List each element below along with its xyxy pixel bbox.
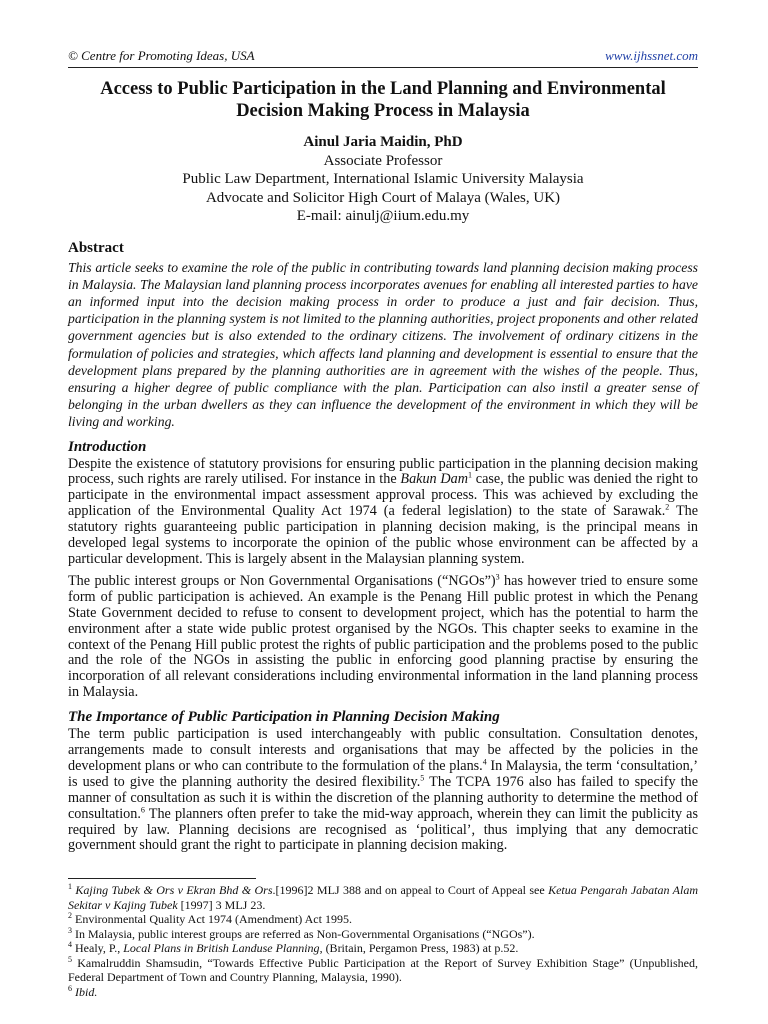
footnote-2-text: Environmental Quality Act 1974 (Amendment) Act 1995.	[72, 912, 352, 927]
footnote-6-number: 6	[68, 983, 72, 993]
paper-title: Access to Public Participation in the Land Planning and Environmental Decision Making Process in Malaysia	[100, 79, 666, 121]
intro-paragraph-2	[68, 574, 698, 701]
author-department: Public Law Department, International Islamic University Malaysia	[182, 171, 584, 187]
footnote-4-number: 4	[68, 940, 72, 950]
footnote-5	[68, 956, 698, 985]
running-header	[68, 0, 698, 64]
intro-p1-text-b: case, the public was denied the right to participate in the environmental impact assessment approval process. This was achieved by excluding the application of the Environmental Quality Act 1974 (a federal legislation) to the state of Sarawak.	[68, 471, 698, 520]
footnote-ref-1: 1	[468, 470, 473, 480]
publisher-label: © Centre for Promoting Ideas, USA	[68, 48, 255, 63]
importance-text-a: The term public participation is used interchangeably with public consultation. Consultation denotes, arrangements made to consult interests and organisations that may be affected by the policies in the development plans or who can contribute to the formulation of the plans.	[68, 726, 698, 774]
intro-paragraph-1	[68, 457, 698, 568]
footnotes	[68, 883, 698, 999]
footnote-6	[68, 985, 698, 1000]
footnote-ref-5: 5	[420, 773, 425, 783]
footnote-4-title: Local Plans in British Landuse Planning	[123, 941, 320, 956]
introduction-heading: Introduction	[68, 438, 147, 455]
author-court: Advocate and Solicitor High Court of Malaya (Wales, UK)	[205, 189, 561, 206]
journal-url-link[interactable]: www.ijhssnet.com	[605, 48, 698, 63]
footnote-1-number: 1	[68, 882, 72, 892]
footnote-1-case: Kajing Tubek & Ors v Ekran Bhd & Ors	[75, 883, 273, 898]
abstract-heading: Abstract	[68, 239, 124, 256]
author-block	[68, 133, 698, 226]
intro-p1-text-a: Despite the existence of statutory provisions for ensuring public participation in the planning decision making process, such rights are rarely utilised. For instance in the	[68, 455, 698, 488]
intro-p2-text-a: The public interest groups or Non Governmental Organisations (“NGOs”)	[68, 572, 496, 589]
footnote-1-end: [1997] 3 MLJ 23.	[177, 897, 266, 912]
footnote-ref-3: 3	[495, 572, 500, 582]
footnote-3-text: In Malaysia, public interest groups are referred as Non-Governmental Organisations (“NGOs”).	[72, 926, 535, 941]
footnote-ref-2: 2	[665, 502, 670, 512]
importance-text-b: In Malaysia, the term ‘consultation,’ is used to give the planning authority the desired flexibility.	[68, 757, 698, 790]
footnote-6-text: Ibid.	[72, 984, 98, 999]
importance-paragraph	[68, 727, 698, 854]
footnote-2	[68, 912, 698, 927]
author-position: Associate Professor	[323, 152, 443, 169]
importance-heading: The Importance of Public Participation in Planning Decision Making	[68, 709, 500, 726]
footnote-3	[68, 927, 698, 942]
footnote-1-case-2: Ketua Pengarah Jabatan Alam Sekitar v Kajing Tubek	[68, 883, 699, 912]
intro-p1-text-c: The statutory rights guaranteeing public participation in planning decision making, is the principal means in developed legal systems to incorporate the opinion of the public whose environment can be affected by a particular development. This is largely absent in the Malaysian planning system.	[68, 503, 699, 567]
footnote-divider	[68, 878, 256, 879]
importance-text-c: The TCPA 1976 also has failed to specify the manner of consultation as such it is within the discretion of the planning authority to determine the method of consultation.	[68, 773, 699, 822]
footnote-ref-4: 4	[482, 757, 487, 767]
abstract-text: This article seeks to examine the role of the public in contributing towards land planning decision making process in Malaysia. The Malaysian land planning process incorporates avenues for enabling all interested parties to have an informed input into the decision making process in order to produce a just and fair decision. Thus, participation in the planning system is not limited to the planning authorities, project proponents and other related government agencies but is also extended to the ordinary citizens. The involvement of ordinary citizens in the formulation of policies and strategies, which affects land planning and development is essential to ensure that the development plans prepared by the planning authorities are in agreement with the wishes of the people. Thus, ensuring a higher degree of public compliance with the plan. Participation can also instil a greater sense of belonging in the urban dwellers as they can influence the development of the environment in which they will be living and working.	[68, 259, 698, 430]
footnote-5-text: Kamalruddin Shamsudin, “Towards Effective Public Participation at the Report of Survey Exhibition Stage” (Unpublished, Federal Department of Town and Country Planning, Malaysia, 1990).	[68, 955, 698, 985]
bakun-dam-case: Bakun Dam	[400, 471, 469, 488]
footnote-4-author: Healy, P.,	[72, 941, 124, 956]
footnote-2-number: 2	[68, 911, 72, 921]
footnote-ref-6: 6	[140, 804, 145, 814]
footnote-1	[68, 883, 698, 912]
footnote-4-publication: , (Britain, Pergamon Press, 1983) at p.52.	[319, 941, 519, 956]
author-name: Ainul Jaria Maidin, PhD	[303, 134, 463, 150]
footnote-1-text: .[1996]2 MLJ 388 and on appeal to Court of Appeal see	[272, 883, 549, 898]
author-email: E-mail: ainulj@iium.edu.my	[296, 208, 470, 224]
importance-text-d: The planners often prefer to take the mid-way approach, wherein they can limit the publicity as required by law. Planning decisions are recognised as ‘political’, thus implying that any democratic government should grant the right to participate in planning decision making.	[68, 805, 698, 854]
footnote-3-number: 3	[68, 925, 72, 935]
footnote-4	[68, 941, 698, 956]
header-divider	[68, 67, 698, 68]
footnote-5-number: 5	[68, 954, 72, 964]
intro-p2-text-b: has however tried to ensure some form of public participation is achieved. An example is the Penang Hill public protest in which the Penang State Government decided to refuse to consent to development project, which has the potential to harm the environment after a state wide public protest organised by the NGOs. This chapter seeks to examine in the context of the Penang Hill public protest the rights of public participation and the problems posed to the public and the role of the NGOs in assisting the public in enforcing good planning practise by ensuring the incorporation of all relevant considerations including environmental information in the land planning process in Malaysia.	[68, 572, 698, 701]
